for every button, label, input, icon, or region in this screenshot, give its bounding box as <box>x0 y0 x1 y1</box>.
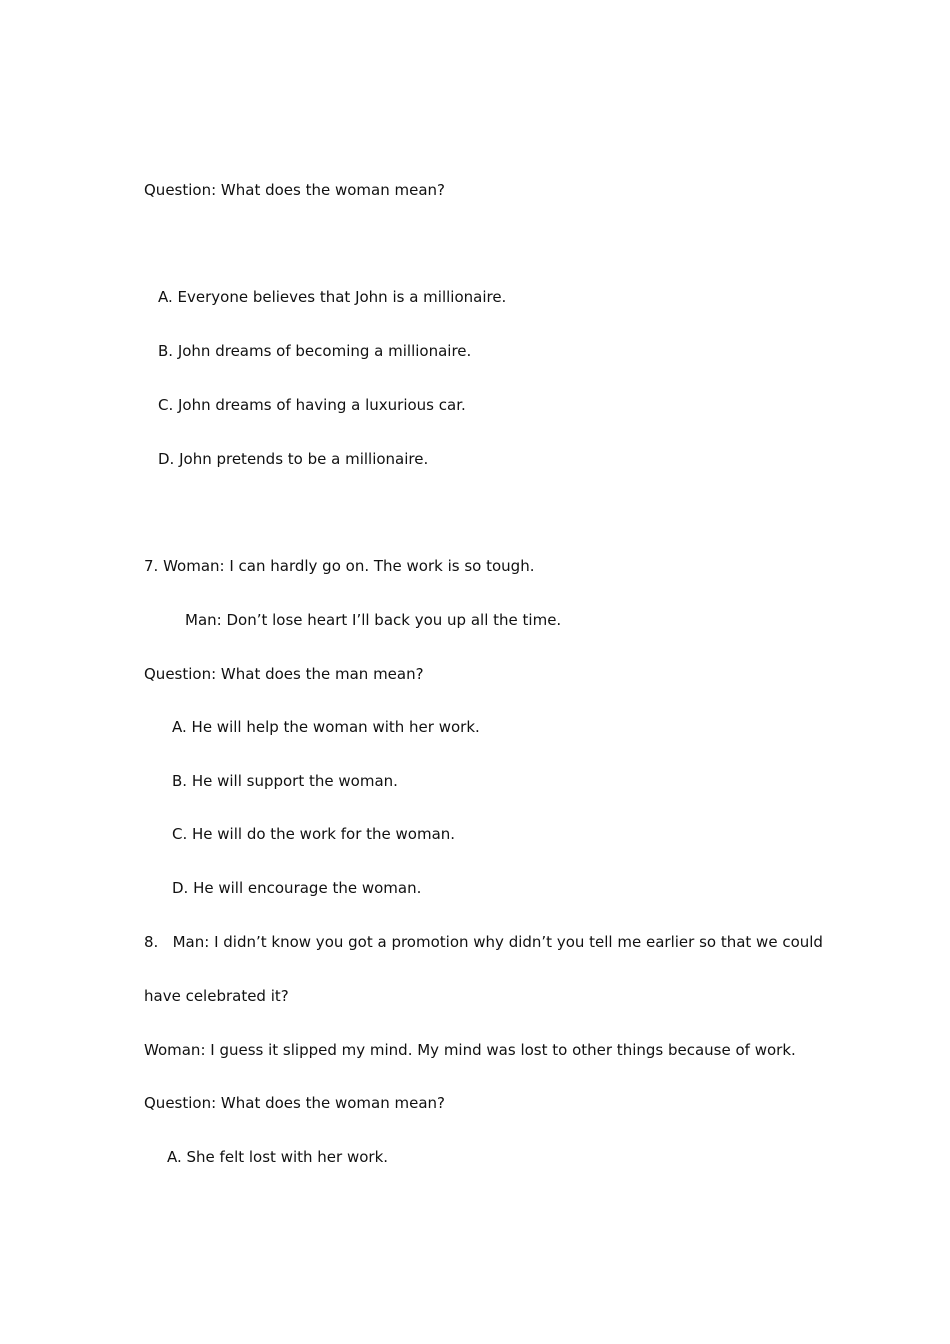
q7-woman-line: 7. Woman: I can hardly go on. The work is so tough. <box>144 557 535 575</box>
q8-man-line-2: have celebrated it? <box>144 987 289 1005</box>
q6-option-c: C. John dreams of having a luxurious car. <box>158 396 466 414</box>
q6-question: Question: What does the woman mean? <box>144 181 446 199</box>
q8-question: Question: What does the woman mean? <box>144 1094 446 1112</box>
q6-option-a: A. Everyone believes that John is a millionaire. <box>158 288 507 306</box>
q7-option-a: A. He will help the woman with her work. <box>172 718 480 736</box>
q6-option-b: B. John dreams of becoming a millionaire. <box>158 342 472 360</box>
q6-option-d: D. John pretends to be a millionaire. <box>158 450 429 468</box>
q7-question: Question: What does the man mean? <box>144 665 424 683</box>
q8-woman-line: Woman: I guess it slipped my mind. My mind was lost to other things because of work. <box>144 1041 796 1059</box>
q7-man-line: Man: Don’t lose heart I’ll back you up all the time. <box>185 611 562 629</box>
q8-man-line-1: 8. Man: I didn’t know you got a promotion why didn’t you tell me earlier so that we could <box>144 933 823 951</box>
q7-option-c: C. He will do the work for the woman. <box>172 825 456 843</box>
q7-option-d: D. He will encourage the woman. <box>172 879 422 897</box>
q8-option-a: A. She felt lost with her work. <box>167 1148 389 1166</box>
q7-option-b: B. He will support the woman. <box>172 772 398 790</box>
